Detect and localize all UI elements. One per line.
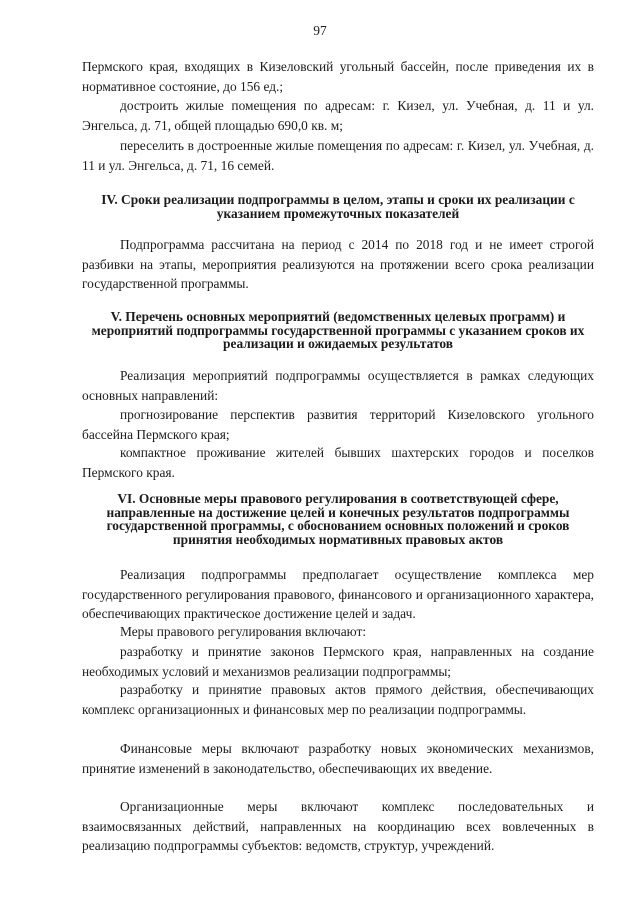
section-6-paragraph-1: Реализация подпрограммы предполагает осуществление комплекса мер государственного регулирования правового, финансового и организационного характера, обеспечивающих практическое достижение целей и задач. [82, 567, 594, 621]
section-4-heading: IV. Сроки реализации подпрограммы в целом, этапы и сроки их реализации с указанием промежуточных показателей [101, 192, 575, 221]
section-5-paragraph-3: компактное проживание жителей бывших шахтерских городов и поселков Пермского края. [82, 445, 594, 480]
section-6-heading: VI. Основные меры правового регулирования в соответствующей сфере, направленные на достижение целей и конечных результатов подпрограммы государственной программы, с обоснованием основных положений и сроков принятия необходимых нормативных правовых актов [106, 491, 570, 547]
section-6-paragraph-3: разработку и принятие законов Пермского края, направленных на создание необходимых условий и механизмов реализации подпрограммы; [82, 644, 594, 679]
section-4-paragraph-1: Подпрограмма рассчитана на период с 2014 по 2018 год и не имеет строгой разбивки на этапы, мероприятия реализуются на протяжении всего срока реализации государственной программы. [82, 237, 594, 291]
section-5-paragraph-1: Реализация мероприятий подпрограммы осуществляется в рамках следующих основных направлений: [82, 368, 594, 403]
page-number: 97 [313, 23, 327, 38]
section-6-paragraph-5: Финансовые меры включают разработку новых экономических механизмов, принятие изменений в законодательство, обеспечивающих их введение. [82, 741, 594, 776]
section-5-heading: V. Перечень основных мероприятий (ведомственных целевых программ) и мероприятий подпрограммы государственной программы с указанием сроков их реализации и ожидаемых результатов [91, 309, 585, 352]
section-6-paragraph-6: Организационные меры включают комплекс последовательных и взаимосвязанных действий, направленных на координацию всех вовлеченных в реализацию подпрограммы субъектов: ведомств, структур, учреждений. [82, 799, 594, 853]
section-6-paragraph-4: разработку и принятие правовых актов прямого действия, обеспечивающих комплекс организационных и финансовых мер по реализации подпрограммы. [82, 682, 594, 717]
section-5-paragraph-2: прогнозирование перспектив развития территорий Кизеловского угольного бассейна Пермского края; [82, 407, 594, 442]
intro-paragraph-3: переселить в достроенные жилые помещения по адресам: г. Кизел, ул. Учебная, д. 11 и ул. Энгельса, д. 71, 16 семей. [82, 138, 594, 173]
intro-paragraph-2: достроить жилые помещения по адресам: г. Кизел, ул. Учебная, д. 11 и ул. Энгельса, д. 71, общей площадью 690,0 кв. м; [82, 98, 594, 133]
intro-paragraph-1: Пермского края, входящих в Кизеловский угольный бассейн, после приведения их в нормативное состояние, до 156 ед.; [82, 59, 594, 94]
section-6-paragraph-2: Меры правового регулирования включают: [120, 624, 367, 639]
